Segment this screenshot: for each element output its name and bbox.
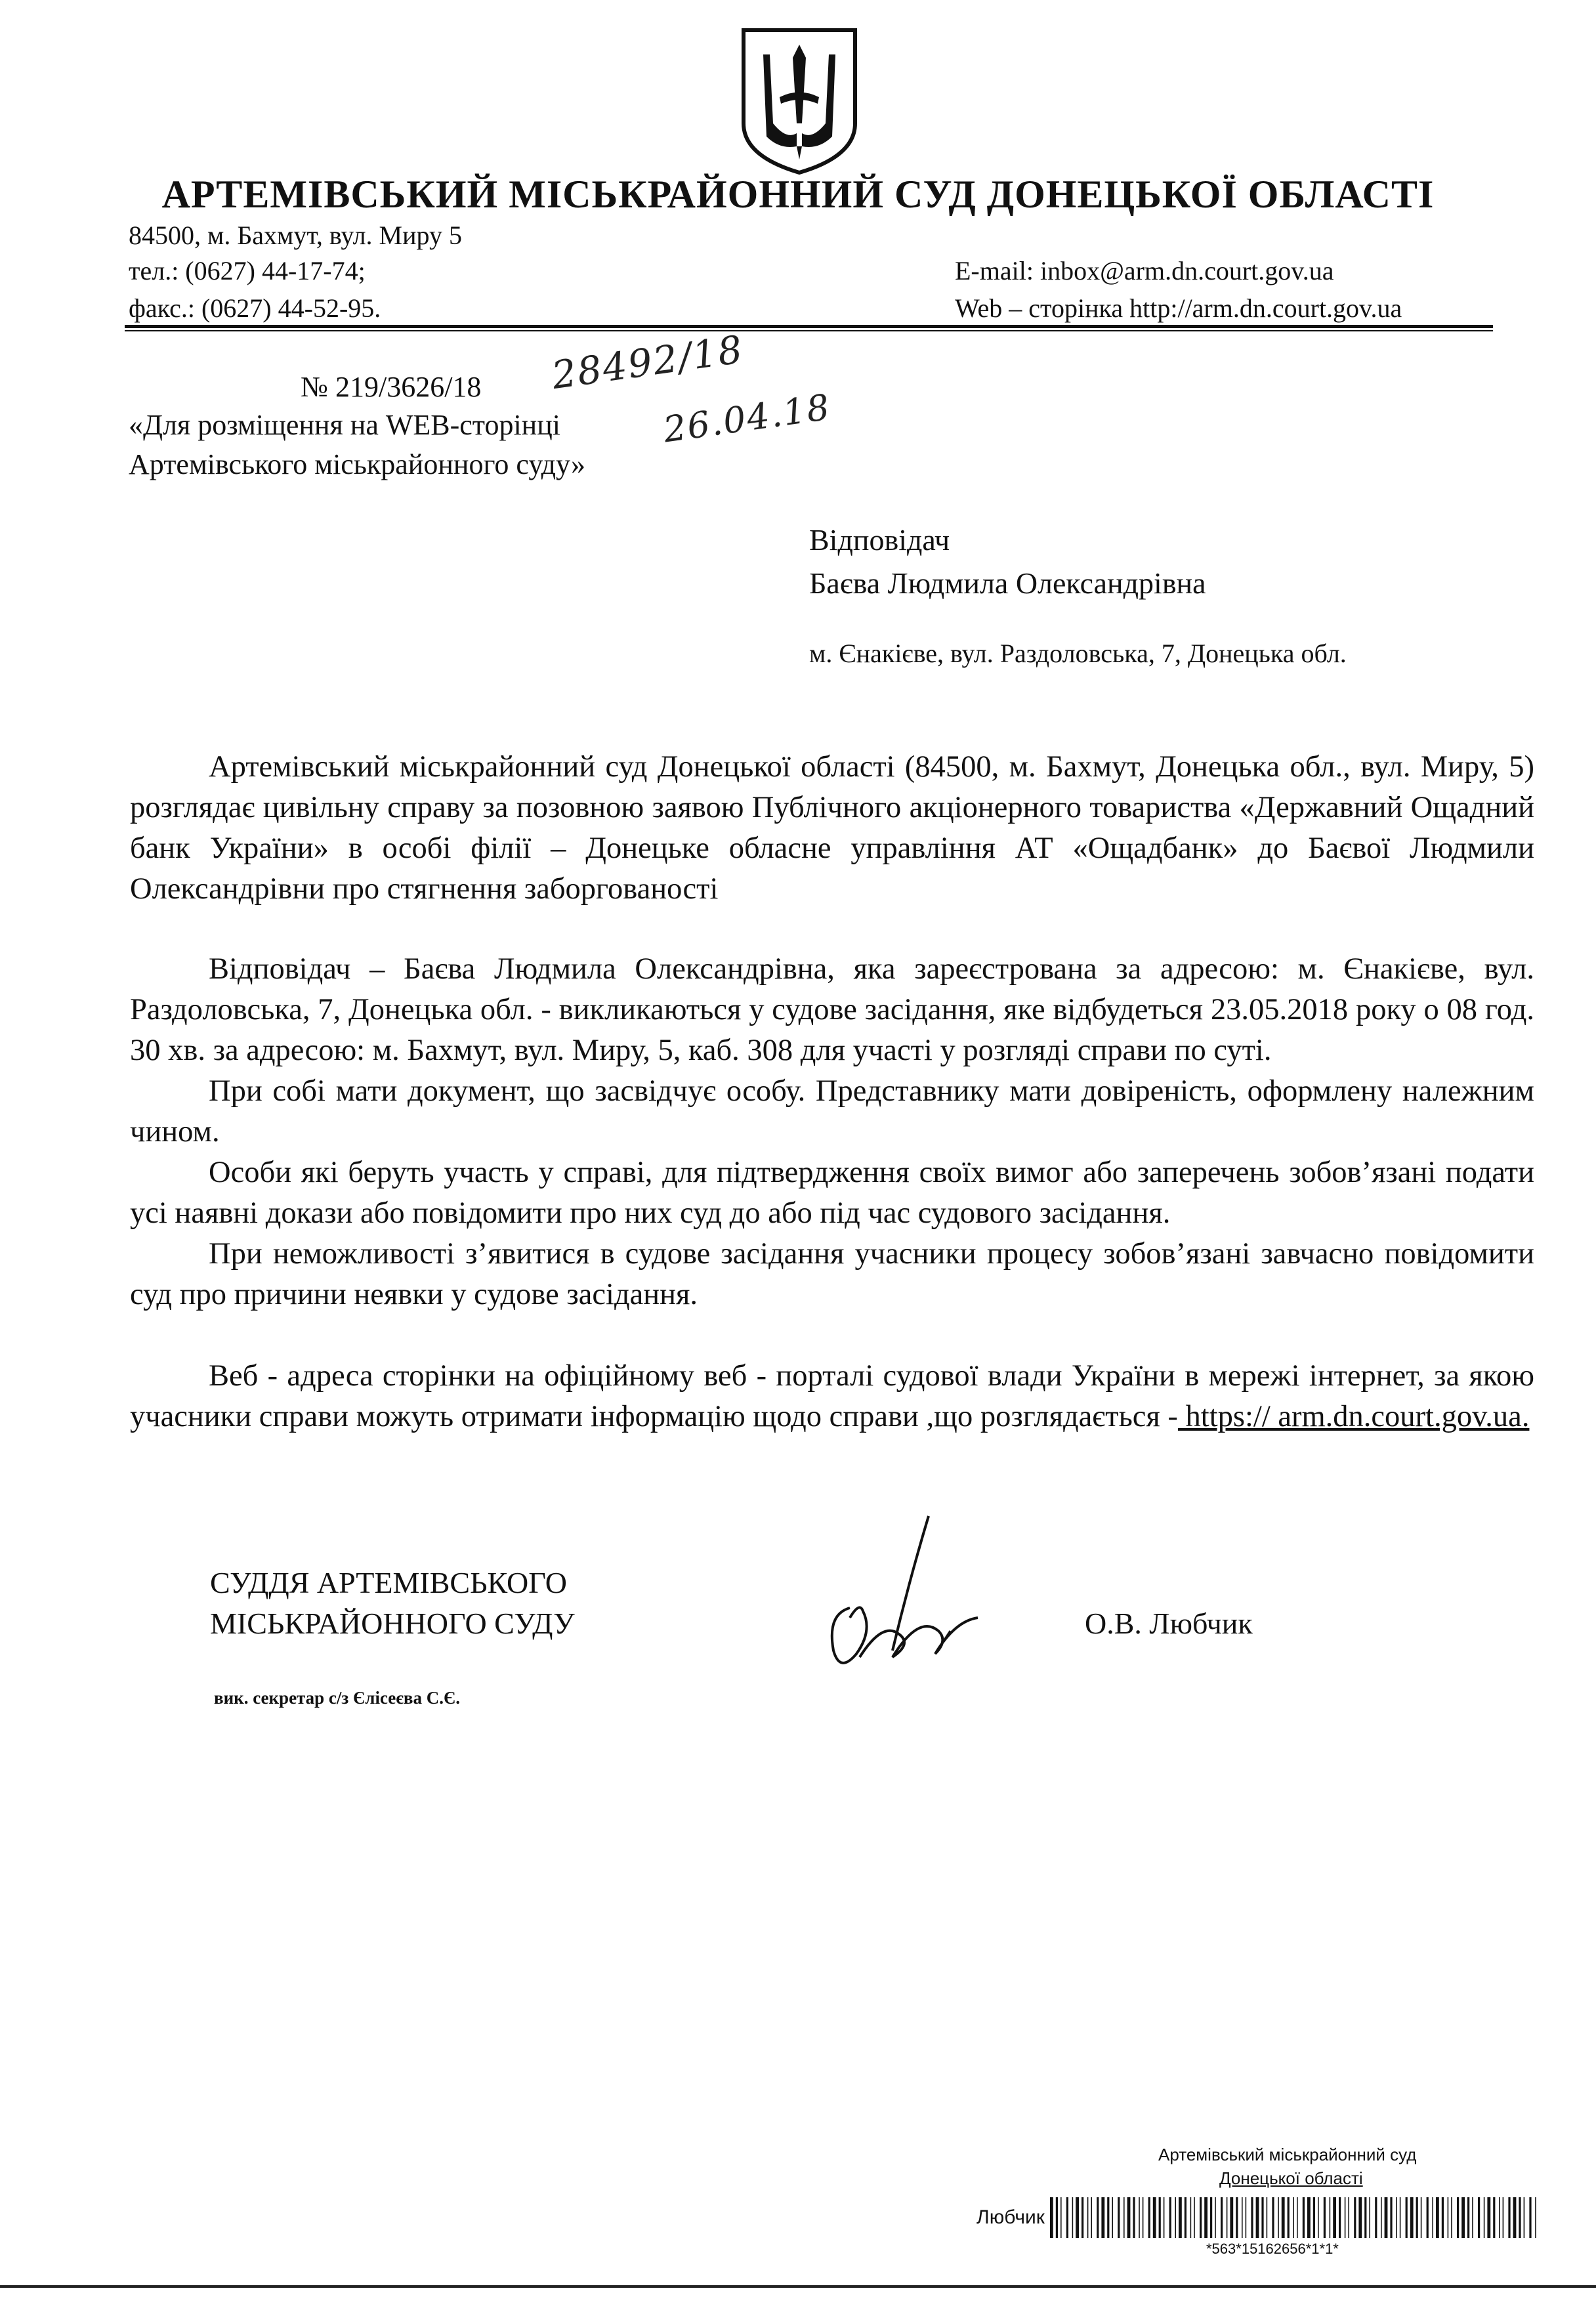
web-address-text: Веб - адреса сторінки на офіційному веб - порталі судової влади України в мережі інтернет, за якою учасники справи можуть отримати інформацію щодо справи ,що розглядається -: [130, 1359, 1534, 1433]
barcode: [1050, 2197, 1539, 2238]
court-phone: тел.: (0627) 44-17-74;: [129, 256, 366, 285]
judge-name: О.В. Любчик: [1085, 1607, 1253, 1640]
court-email: E-mail: inbox@arm.dn.court.gov.ua: [955, 256, 1334, 285]
stamp-org-line1: Артемівський міськрайонний суд: [1158, 2145, 1417, 2164]
publication-note-line2: Артемівського міськрайонного суду»: [129, 448, 586, 480]
letter-body: [130, 747, 1534, 1437]
court-fax: факс.: (0627) 44-52-95.: [129, 293, 381, 323]
addressee-role: Відповідач: [809, 523, 950, 557]
body-paragraph-web-address: [130, 1356, 1534, 1437]
publication-note-line1: «Для розміщення на WEB-сторінці: [129, 409, 560, 441]
handwritten-registration-date: 26.04.18: [660, 386, 833, 451]
handwritten-registration-number: 28492/18: [549, 326, 747, 398]
judge-title-line1: СУДДЯ АРТЕМІВСЬКОГО: [210, 1566, 567, 1599]
body-paragraph-case: Артемівський міськрайонний суд Донецької області (84500, м. Бахмут, Донецька обл., вул. Миру, 5) розглядає цивільну справу за позовною заявою Публічного акціонерного товариства «Державний Ощадний банк України» в особі філії – Донецьке обласне управління АТ «Ощадбанк» до Баєвої Людмили Олександрівни про стягнення заборгованості: [130, 750, 1534, 906]
body-paragraph-summons: Відповідач – Баєва Людмила Олександрівна, яка зареєстрована за адресою: м. Єнакієве, вул. Раздоловська, 7, Донецька обл. - викликаються у судове засідання, яке відбудеться 23.05.2018 року о 08 год. 30 хв. за адресою: м. Бахмут, вул. Миру, 5, каб. 308 для участі у розгляді справи по суті.: [130, 952, 1534, 1067]
trident-coat-of-arms-icon: [734, 25, 865, 176]
court-address: 84500, м. Бахмут, вул. Миру 5: [129, 221, 462, 250]
addressee-address: м. Єнакієве, вул. Раздоловська, 7, Донецька обл.: [809, 639, 1347, 668]
body-paragraph-absence: При неможливості з’явитися в судове засідання учасники процесу зобов’язані завчасно повідомити суд про причини неявки у судове засідання.: [130, 1237, 1534, 1311]
body-paragraph-documents: При собі мати документ, що засвідчує особу. Представнику мати довіреність, оформлену належним чином.: [130, 1074, 1534, 1148]
court-website-link[interactable]: https:// arm.dn.court.gov.ua.: [1177, 1400, 1530, 1433]
executor-note: вик. секретар с/з Єлісеєва С.Є.: [214, 1688, 461, 1708]
addressee-name: Баєва Людмила Олександрівна: [809, 566, 1206, 600]
header-divider-thin: [125, 330, 1493, 331]
stamp-judge-name: Любчик: [976, 2206, 1045, 2228]
judge-title-line2: МІСЬКРАЙОННОГО СУДУ: [210, 1607, 575, 1640]
case-number: № 219/3626/18: [301, 371, 482, 403]
judge-signature: [820, 1503, 1004, 1674]
page-bottom-edge: [0, 2285, 1596, 2288]
header-divider-thick: [125, 325, 1493, 328]
body-paragraph-evidence: Особи які беруть участь у справі, для підтвердження своїх вимог або заперечень зобов’язані подати усі наявні докази або повідомити про них суд до або під час судового засідання.: [130, 1156, 1534, 1230]
court-web: Web – сторінка http://arm.dn.court.gov.ua: [955, 293, 1402, 323]
stamp-org-line2: Донецької області: [1219, 2168, 1363, 2188]
barcode-number: *563*15162656*1*1*: [1206, 2241, 1339, 2257]
court-name-heading: АРТЕМІВСЬКИЙ МІСЬКРАЙОННИЙ СУД ДОНЕЦЬКОЇ ОБЛАСТІ: [161, 173, 1435, 216]
